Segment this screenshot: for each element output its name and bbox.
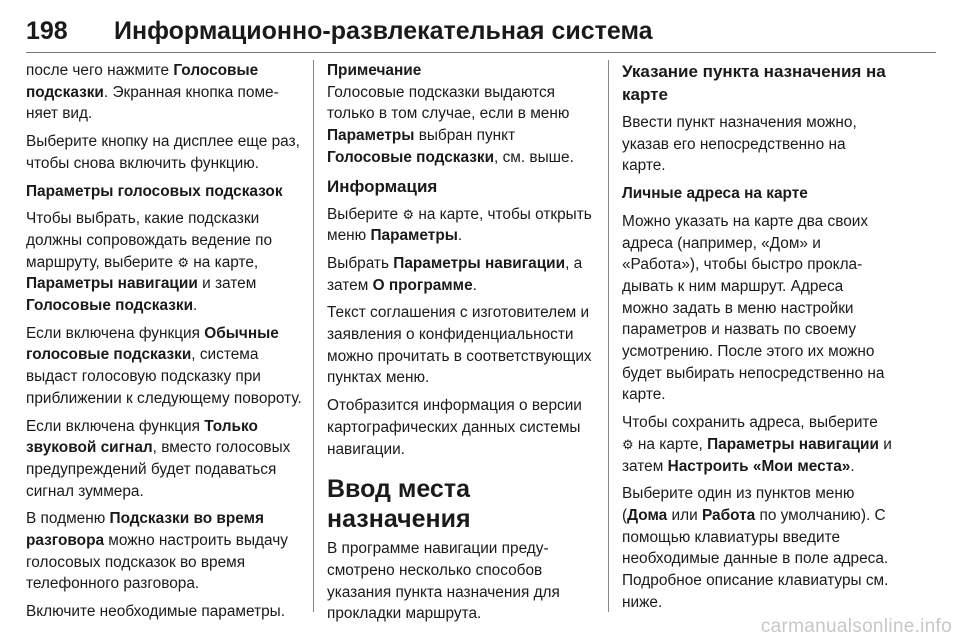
settings-gear-icon: ⚙	[622, 436, 634, 452]
paragraph	[26, 60, 303, 125]
text-run: Выберите один из пунктов меню (	[622, 485, 855, 524]
text-run: Можно указать на карте два своих адреса (например, «Дом» и «Работа»), чтобы быстро прокладывать к ним маршрут. Адреса можно задать в меню настройки параметров и назвать по своему усмотрению. После этого их можно будет выбирать непосредственно на карте.	[622, 212, 885, 404]
paragraph	[622, 112, 892, 177]
paragraph	[327, 395, 600, 460]
bold-term: О программе	[372, 276, 473, 294]
paragraph	[622, 211, 892, 406]
text-run: , см. выше.	[494, 148, 574, 166]
bold-term: Только звуковой сигнал	[26, 417, 258, 457]
text-run: по умолчанию). С помощью клавиатуры введите необходимые данные в поле адреса. Подробное описание клавиатуры см. ниже.	[622, 506, 889, 611]
settings-gear-icon: ⚙	[177, 254, 190, 270]
watermark: carmanualsonline.info	[760, 616, 952, 637]
paragraph	[26, 601, 303, 623]
text-run: .	[472, 276, 477, 294]
paragraph	[26, 416, 303, 503]
text-run: Если включена функция	[26, 324, 205, 342]
text-run: .	[457, 227, 463, 245]
paragraph	[26, 323, 303, 410]
page-number: 198	[26, 17, 68, 45]
text-run: В программе навигации предусмотрено несколько способов указания пункта назначения для прокладки маршрута.	[327, 540, 560, 623]
text-run: после чего нажмите	[26, 62, 174, 79]
bold-term: Голосовые подсказки	[26, 62, 259, 101]
text-run: .	[850, 457, 855, 475]
header-rule	[26, 52, 936, 53]
text-run: Ввести пункт назначения можно, указав его непосредственно на карте.	[622, 114, 857, 175]
text-run: Отобразится информация о версии картографических данных системы навигации.	[327, 397, 582, 458]
text-run: Если включена функция	[26, 417, 205, 435]
text-run: , вместо голосовых предупреждений будет подаваться сигнал зуммера.	[26, 439, 291, 500]
bold-term: Параметры	[370, 227, 458, 245]
bold-term: Дома	[627, 506, 668, 524]
note-text	[327, 82, 600, 169]
note-label: Примечание	[327, 62, 422, 79]
bold-term: Параметры	[327, 127, 415, 145]
text-run: можно настроить выдачу голосовых подсказок во время телефонного разговора.	[26, 532, 288, 593]
paragraph	[327, 253, 600, 296]
text-run: , а затем	[327, 254, 583, 294]
text-run: на карте, чтобы открыть меню	[327, 205, 592, 245]
text-run: и затем	[622, 435, 892, 475]
text-run: выбран пункт	[414, 127, 516, 145]
text-run: или	[667, 506, 702, 524]
bold-term: Параметры навигации	[393, 254, 566, 272]
text-run: . Экранная кнопка поменяет вид.	[26, 83, 279, 123]
text-run: Выберите кнопку на дисплее еще раз, чтобы снова включить функцию.	[26, 133, 300, 172]
chapter-heading: Ввод места назначения	[327, 475, 471, 534]
text-run: Выбрать	[327, 254, 394, 272]
text-run: и затем	[197, 275, 257, 293]
text-run: Голосовые подсказки выдаются только в том случае, если в меню	[327, 83, 570, 123]
text-run: , система выдаст голосовую подсказку при приближении к следующему повороту.	[26, 346, 302, 407]
subheading: Параметры голосовых подсказок	[26, 182, 283, 200]
paragraph	[622, 412, 892, 477]
paragraph	[327, 204, 600, 247]
paragraph	[26, 208, 303, 317]
paragraph	[327, 538, 600, 625]
column-divider	[313, 60, 314, 612]
bold-term: Голосовые подсказки	[26, 297, 194, 315]
column-divider	[608, 60, 609, 612]
text-run: Чтобы сохранить адреса, выберите	[622, 414, 878, 432]
page-title: Информационно-развлекательная система	[114, 17, 653, 45]
text-run: на карте,	[633, 435, 708, 453]
paragraph	[327, 302, 600, 389]
bold-term: Параметры навигации	[26, 275, 198, 293]
paragraph	[26, 508, 303, 595]
bold-term: Работа	[701, 506, 756, 524]
paragraph	[26, 131, 303, 174]
text-run: .	[193, 297, 198, 315]
paragraph	[622, 483, 892, 613]
page-header	[26, 16, 936, 50]
column-2	[327, 60, 600, 631]
text-run: на карте,	[189, 253, 259, 271]
bold-term: Подсказки во время разговора	[26, 510, 264, 550]
bold-term: Параметры навигации	[707, 435, 879, 453]
text-run: Выберите	[327, 205, 403, 223]
column-3	[622, 60, 892, 619]
text-run: Текст соглашения с изготовителем и заявления о конфиденциальности можно прочитать в соответствующих пунктах меню.	[327, 304, 592, 387]
text-run: В подменю	[26, 510, 110, 528]
text-run: Включите необходимые параметры.	[26, 603, 285, 621]
text-run: Чтобы выбрать, какие подсказки должны сопровождать ведение по маршруту, выберите	[26, 210, 273, 271]
bold-term: Настроить «Мои места»	[667, 457, 851, 475]
section-heading: Указание пункта назначения на карте	[622, 62, 886, 104]
column-1	[26, 60, 303, 629]
section-heading: Информация	[327, 176, 438, 196]
bold-term: Голосовые подсказки	[327, 148, 495, 166]
bold-term: Обычные голосовые подсказки	[26, 324, 279, 364]
note-box	[327, 60, 600, 169]
subheading: Личные адреса на карте	[622, 185, 808, 203]
settings-gear-icon: ⚙	[402, 206, 415, 222]
